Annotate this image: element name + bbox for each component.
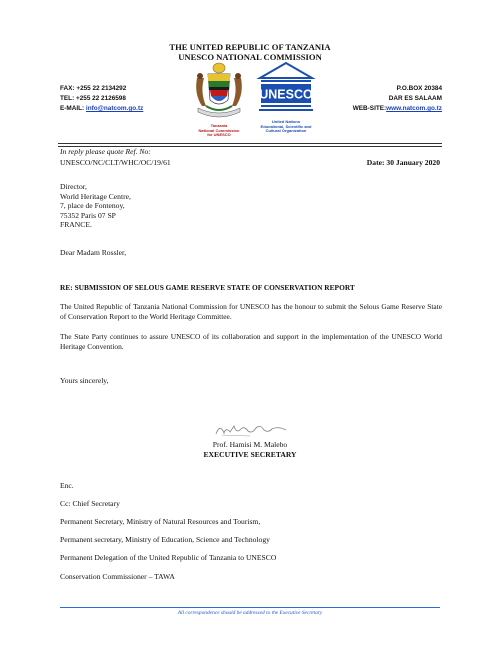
website-link[interactable]: www.natcom.go.tz xyxy=(386,105,442,112)
website-line xyxy=(320,104,442,114)
signatory-title: EXECUTIVE SECRETARY xyxy=(203,450,297,459)
temple-icon xyxy=(256,60,316,118)
subject-line: RE: SUBMISSION OF SELOUS GAME RESERVE STATE OF CONSERVATION REPORT xyxy=(60,283,355,292)
letterhead-organization: UNESCO NATIONAL COMMISSION xyxy=(178,52,322,62)
address-line: Director, xyxy=(60,182,87,191)
unesco-wordmark: UNESCO xyxy=(259,87,313,102)
contact-left xyxy=(60,84,143,114)
closing: Yours sincerely, xyxy=(60,376,109,385)
letterhead-country: THE UNITED REPUBLIC OF TANZANIA xyxy=(169,42,331,52)
footer-divider xyxy=(60,607,440,608)
cc-ps-education: Permanent secretary, Ministry of Education, Science and Technology xyxy=(60,535,270,544)
cc-chief-secretary: Cc: Chief Secretary xyxy=(60,499,120,508)
signature-image xyxy=(210,421,294,439)
po-box: P.O.BOX 20384 xyxy=(396,85,442,92)
header-divider xyxy=(58,143,442,144)
address-line: 75352 Paris 07 SP xyxy=(60,210,116,220)
email-label: E-MAIL: xyxy=(60,105,86,112)
fax-number: FAX: +255 22 2134292 xyxy=(60,85,127,92)
footer-note: All correspondence should be addressed to the Executive Secretary xyxy=(177,610,323,616)
salutation: Dear Madam Rossler, xyxy=(60,248,127,257)
contact-right xyxy=(320,84,442,114)
body-paragraph-2: The State Party continues to assure UNESCO of its collaboration and support in the implementation of the UNESCO World Heritage Convention. xyxy=(60,332,442,351)
city: DAR ES SALAAM xyxy=(388,95,442,102)
letter-date: Date: 30 January 2020 xyxy=(366,158,440,167)
reference-prompt: In reply please quote Ref. No: xyxy=(60,147,151,156)
signatory-name: Prof. Hamisi M. Malebo xyxy=(212,440,288,449)
body-paragraph-1: The United Republic of Tanzania National Commission for UNESCO has the honour to submit the Selous Game Reserve State of Conservation Report to the World Heritage Committee. xyxy=(60,302,442,321)
cc-ps-natural-resources: Permanent Secretary, Ministry of Natural Resources and Tourism, xyxy=(60,517,261,526)
emblem-caption: Tanzania National Commission for UNESCO xyxy=(198,123,240,138)
address-line: FRANCE. xyxy=(60,220,92,230)
tel-number: TEL: +255 22 2126598 xyxy=(60,95,126,102)
enclosure: Enc. xyxy=(60,481,74,490)
coat-of-arms-icon xyxy=(188,60,250,124)
recipient-address xyxy=(60,182,131,230)
website-label: WEB-SITE: xyxy=(352,105,387,112)
tanzania-emblem-logo xyxy=(188,60,250,140)
cc-conservation-commissioner: Conservation Commissioner – TAWA xyxy=(60,572,175,581)
unesco-caption: United Nations Educational, Scientific and Cultural Organization xyxy=(260,119,312,134)
cc-permanent-delegation: Permanent Delegation of the United Republic of Tanzania to UNESCO xyxy=(60,553,277,562)
address-line: World Heritage Centre, xyxy=(60,191,131,201)
address-line: 7, place de Fontenoy, xyxy=(60,201,125,211)
email-link[interactable]: info@natcom.go.tz xyxy=(85,105,144,112)
unesco-logo xyxy=(256,60,316,140)
reference-number: UNESCO/NC/CLT/WHC/OC/19/61 xyxy=(60,158,171,167)
email-line xyxy=(60,104,143,114)
